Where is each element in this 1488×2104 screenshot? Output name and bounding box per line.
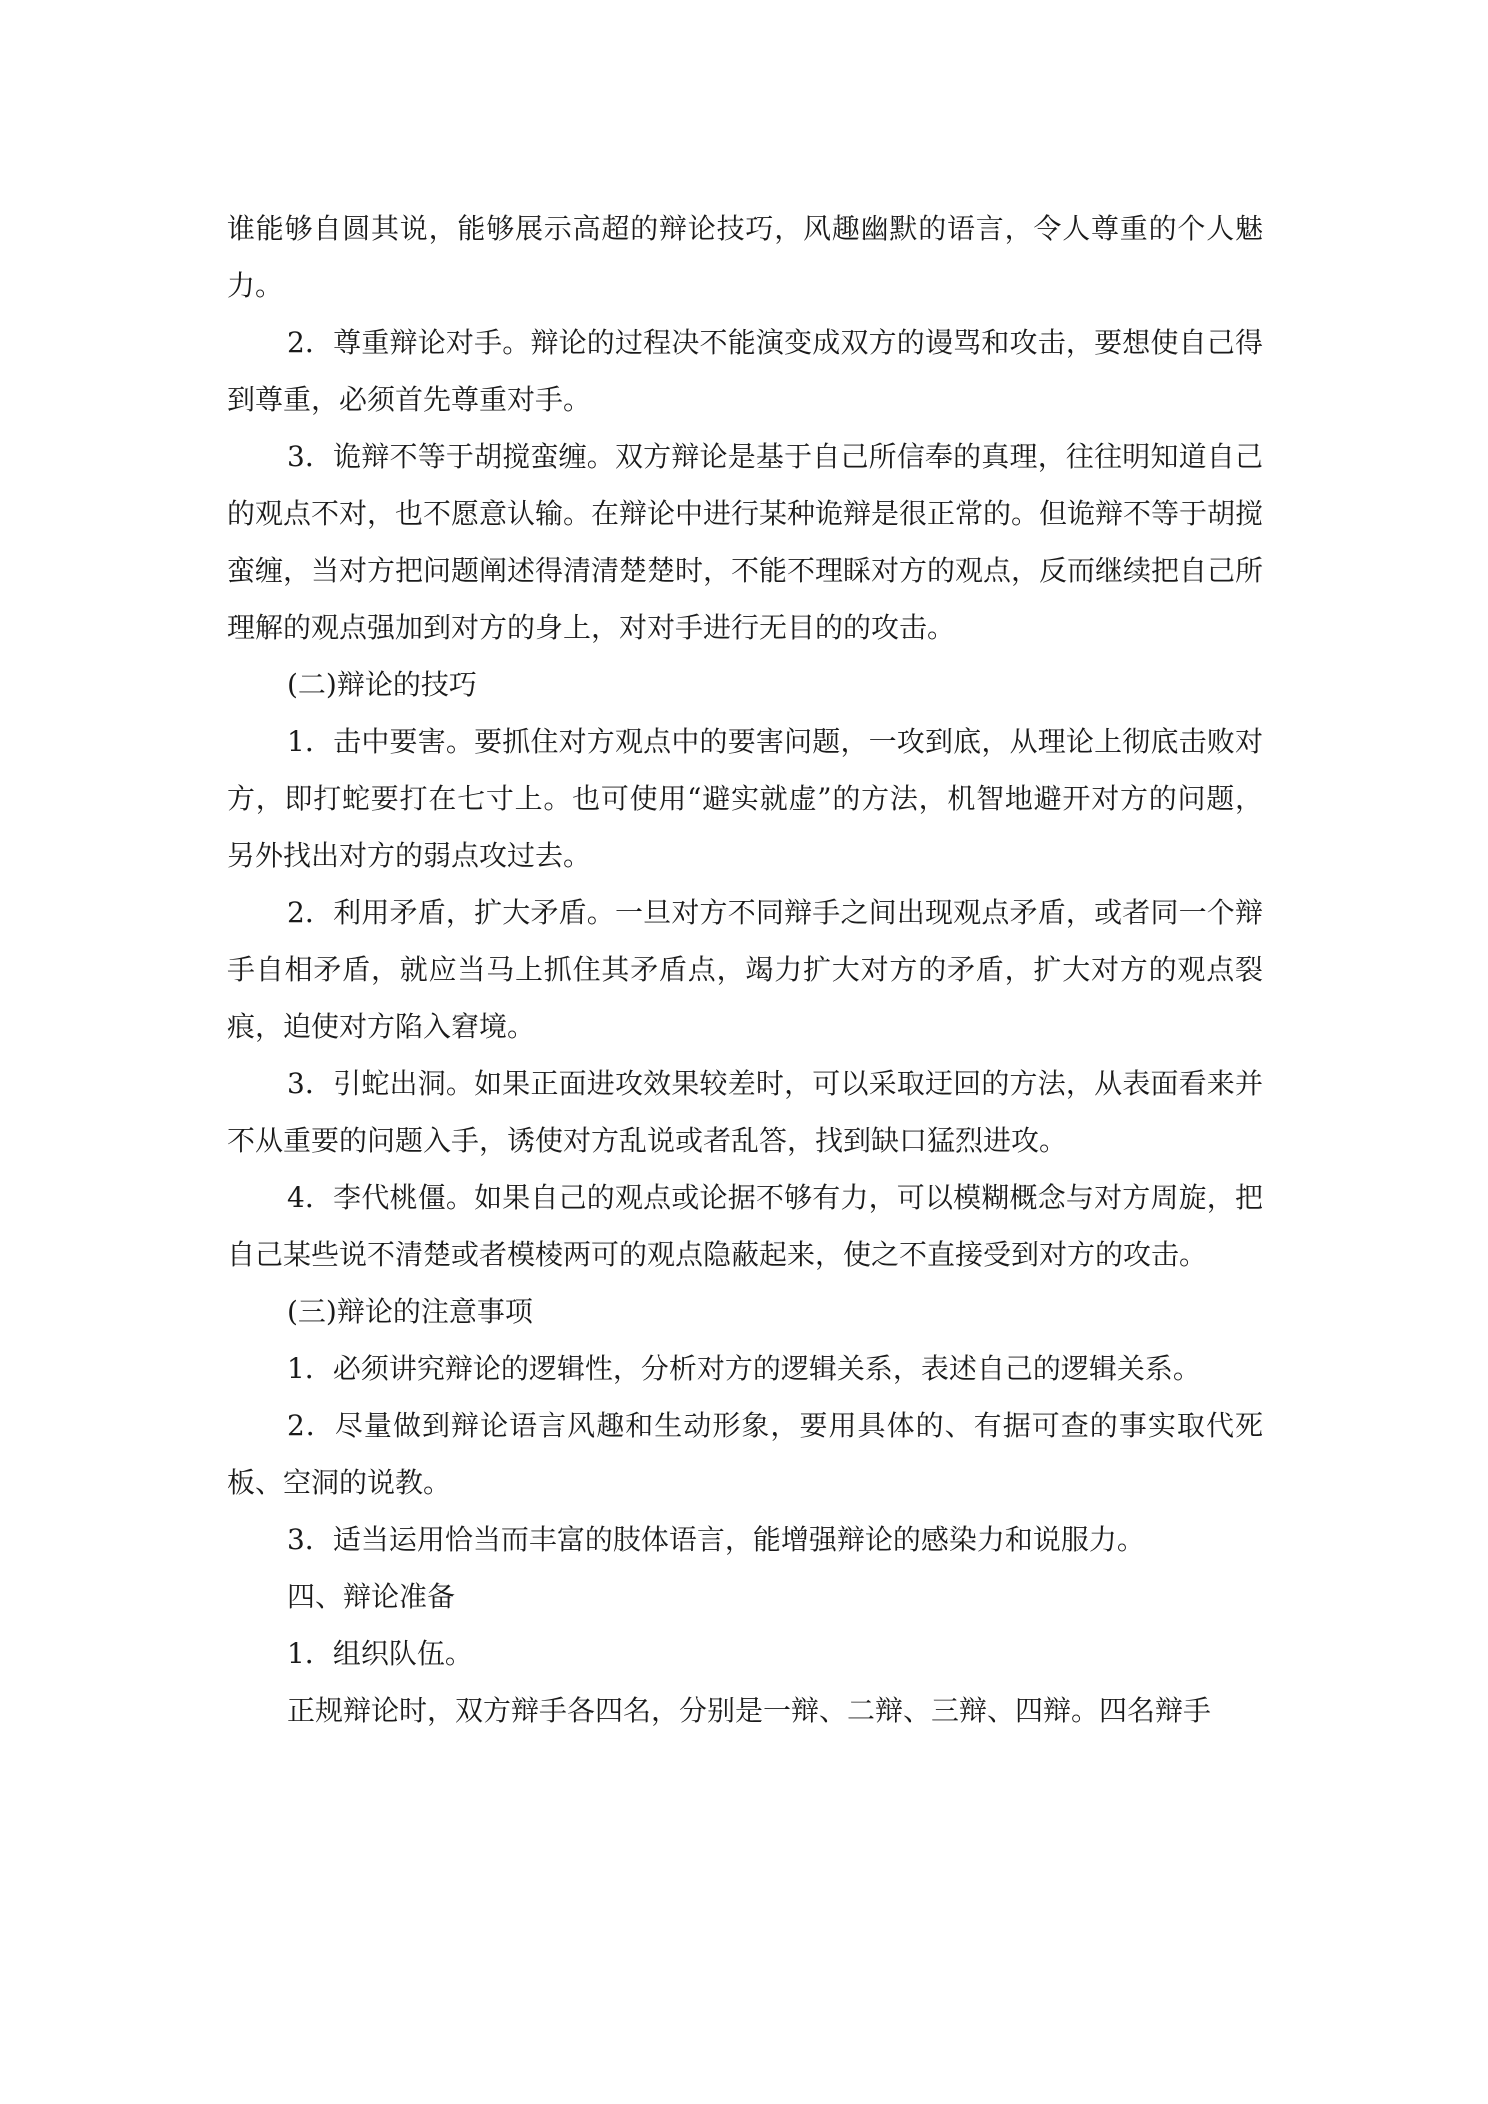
paragraph-logic: 1．必须讲究辩论的逻辑性，分析对方的逻辑关系，表述自己的逻辑关系。: [287, 1352, 1201, 1385]
paragraph-hit-vital-point: 1．击中要害。要抓住对方观点中的要害问题，一攻到底，从理论上彻底击败对方，即打蛇要打在七寸上。也可使用“避实就虚”的方法，机智地避开对方的问题，另外找出对方的弱点攻过去。: [227, 725, 1263, 872]
section-heading-preparation: 四、辩论准备: [287, 1580, 456, 1613]
paragraph-body-language: 3．适当运用恰当而丰富的肢体语言，能增强辩论的感染力和说服力。: [287, 1523, 1145, 1556]
section-heading-techniques: (二)辩论的技巧: [287, 668, 477, 701]
paragraph-continuation: 谁能够自圆其说，能够展示高超的辩论技巧，风趣幽默的语言，令人尊重的个人魅力。: [227, 212, 1263, 302]
paragraph-respect-opponent: 2．尊重辩论对手。辩论的过程决不能演变成双方的谩骂和攻击，要想使自己得到尊重，必须首先尊重对手。: [227, 326, 1263, 416]
document-body: [227, 200, 1263, 1739]
paragraph-organize-team: 1．组织队伍。: [287, 1637, 473, 1670]
paragraph-formal-debate: 正规辩论时，双方辩手各四名，分别是一辩、二辩、三辩、四辩。四名辩手: [287, 1694, 1212, 1727]
paragraph-lure-snake: 3．引蛇出洞。如果正面进攻效果较差时，可以采取迂回的方法，从表面看来并不从重要的问题入手，诱使对方乱说或者乱答，找到缺口猛烈进攻。: [227, 1067, 1263, 1157]
paragraph-sophistry: 3．诡辩不等于胡搅蛮缠。双方辩论是基于自己所信奉的真理，往往明知道自己的观点不对，也不愿意认输。在辩论中进行某种诡辩是很正常的。但诡辩不等于胡搅蛮缠，当对方把问题阐述得清清楚楚时，不能不理睬对方的观点，反而继续把自己所理解的观点强加到对方的身上，对对手进行无目的的攻击。: [227, 440, 1264, 644]
paragraph-vivid-language: 2．尽量做到辩论语言风趣和生动形象，要用具体的、有据可查的事实取代死板、空洞的说教。: [227, 1409, 1263, 1499]
section-heading-notes: (三)辩论的注意事项: [287, 1295, 533, 1328]
paragraph-use-contradictions: 2．利用矛盾，扩大矛盾。一旦对方不同辩手之间出现观点矛盾，或者同一个辩手自相矛盾，就应当马上抓住其矛盾点，竭力扩大对方的矛盾，扩大对方的观点裂痕，迫使对方陷入窘境。: [227, 896, 1263, 1043]
paragraph-substitute: 4．李代桃僵。如果自己的观点或论据不够有力，可以模糊概念与对方周旋，把自己某些说不清楚或者模棱两可的观点隐蔽起来，使之不直接受到对方的攻击。: [227, 1181, 1263, 1271]
